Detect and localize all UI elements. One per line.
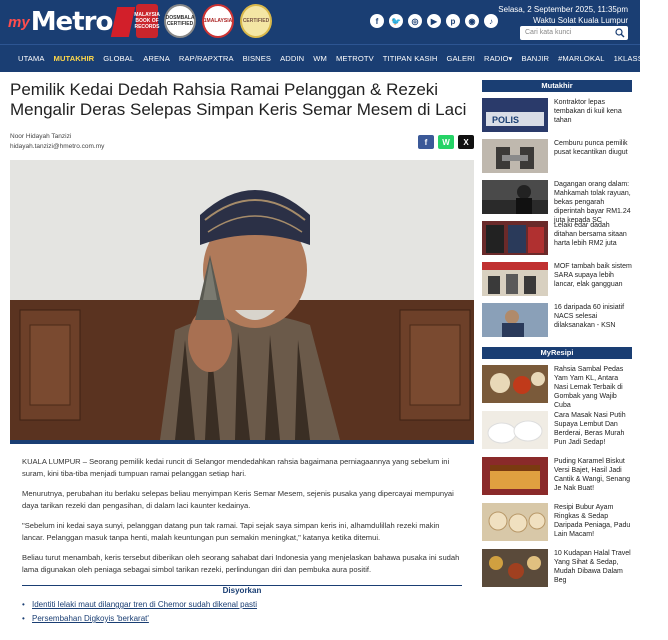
news-thumbnail[interactable] bbox=[482, 262, 548, 296]
news-headline[interactable]: 16 daripada 60 inisiatif NACS selesai dilaksanakan - KSN bbox=[554, 304, 625, 329]
myresipi-section bbox=[482, 347, 632, 589]
news-thumbnail[interactable] bbox=[482, 139, 548, 173]
main-nav bbox=[0, 44, 668, 72]
tiktok-icon[interactable]: ♪ bbox=[484, 14, 498, 28]
x-share-button[interactable]: X bbox=[458, 135, 474, 149]
svg-text:POLIS: POLIS bbox=[492, 115, 520, 125]
sidebar-recipe-item[interactable] bbox=[482, 549, 632, 589]
paragraph-4: Beliau turut menambah, keris tersebut diberikan oleh seorang sahabat dari Indonesia yang menjelaskan bahawa pusaka ini sudah lama digunakan oleh peniaga sebagai simbol tarikan rezeki, perlindungan diri dan pembuka aura positif. bbox=[22, 553, 460, 574]
site-header bbox=[0, 0, 640, 44]
article-body bbox=[10, 444, 474, 575]
instagram-icon[interactable]: ◎ bbox=[408, 14, 422, 28]
nav-global[interactable]: GLOBAL bbox=[103, 54, 135, 63]
news-thumbnail[interactable] bbox=[482, 303, 548, 337]
sidebar-recipe-item[interactable] bbox=[482, 411, 632, 451]
mutakhir-heading: Mutakhir bbox=[482, 80, 632, 92]
recipe-thumbnail[interactable] bbox=[482, 411, 548, 449]
recommended-heading bbox=[22, 585, 462, 595]
paragraph-2: Menurutnya, perubahan itu berlaku selepas beliau menyimpan Keris Semar Mesem, sejenis pusaka yang dipercayai mempunyai daya tarikan rezeki dan pengasihan, di dalam laci kaunter kedainya. bbox=[22, 489, 454, 510]
nav-utama[interactable]: UTAMA bbox=[18, 54, 45, 63]
award-badge-4: CERTIFIED bbox=[240, 4, 272, 38]
nav-galeri[interactable]: GALERI bbox=[446, 54, 475, 63]
award-badge-1: MALAYSIA BOOK OF RECORDS bbox=[136, 4, 158, 38]
news-thumbnail[interactable] bbox=[482, 98, 548, 132]
nav-bisnes[interactable]: BISNES bbox=[242, 54, 272, 63]
author-info bbox=[10, 132, 104, 152]
social-links bbox=[370, 14, 498, 28]
search-placeholder: Cari kata kunci bbox=[525, 29, 572, 36]
paragraph-3: "Sebelum ini kedai saya sunyi, pelanggan datang pun tak ramai. Tapi sejak saya simpan keris ini, alhamdulillah rezeki makin lancar. Pelanggan masuk tanpa henti, malah keuntungan pun semakin meningkat," katanya ketika ditemui. bbox=[22, 521, 440, 542]
prayer-times-link[interactable]: Waktu Solat Kuala Lumpur bbox=[533, 16, 628, 25]
nav-addin[interactable]: ADDIN bbox=[280, 54, 305, 63]
sidebar-recipe-item[interactable] bbox=[482, 365, 632, 409]
news-headline[interactable]: Lelaki edar dadah ditahan bersama sitaan harta lebih RM2 juta bbox=[554, 222, 627, 247]
sidebar bbox=[482, 80, 632, 595]
news-headline[interactable]: Kontraktor lepas tembakan di kuil kena tahan bbox=[554, 99, 622, 124]
elderly-man-holding-keris-photo bbox=[10, 160, 474, 440]
whatsapp-share-button[interactable]: W bbox=[438, 135, 454, 149]
search-icon[interactable] bbox=[615, 28, 625, 38]
author-email[interactable]: hidayah.tanzizi@hmetro.com.my bbox=[10, 143, 105, 150]
sidebar-news-item[interactable] bbox=[482, 139, 632, 175]
search-input[interactable] bbox=[520, 26, 628, 40]
author-name[interactable]: Noor Hidayah Tanzizi bbox=[10, 133, 72, 140]
youtube-icon[interactable]: ▶ bbox=[427, 14, 441, 28]
nav-items bbox=[18, 54, 668, 63]
recipe-headline[interactable]: Rahsia Sambal Pedas Yam Yam KL, Antara Nasi Lemak Terbaik di Gombak yang Wajib Cuba bbox=[554, 366, 624, 409]
share-buttons bbox=[418, 135, 474, 149]
recipe-headline[interactable]: Puding Karamel Biskut Versi Bajet, Hasil Jadi Cantik & Wangi, Senang Je Nak Buat! bbox=[554, 458, 631, 492]
article-photo bbox=[10, 160, 474, 440]
recipe-thumbnail[interactable] bbox=[482, 503, 548, 541]
award-badges bbox=[136, 4, 272, 38]
site-logo[interactable] bbox=[8, 6, 132, 38]
date-display bbox=[498, 4, 628, 26]
recommended-link[interactable]: • Persembahan Digkoyis 'berkarat' bbox=[22, 614, 462, 623]
twitter-icon[interactable]: 🐦 bbox=[389, 14, 403, 28]
nav-wm[interactable]: WM bbox=[313, 54, 327, 63]
recipe-headline[interactable]: 10 Kudapan Halal Travel Yang Sihat & Sedap, Mudah Dibawa Dalam Beg bbox=[554, 550, 631, 584]
recipe-thumbnail[interactable] bbox=[482, 549, 548, 587]
nav-metrotv[interactable]: METROTV bbox=[335, 54, 374, 63]
article bbox=[10, 80, 474, 623]
nav-titipan-kasih[interactable]: TITIPAN KASIH bbox=[382, 54, 438, 63]
myresipi-heading: MyResipi bbox=[482, 347, 632, 359]
facebook-icon[interactable]: f bbox=[370, 14, 384, 28]
current-date: Selasa, 2 September 2025, 11:35pm bbox=[498, 5, 628, 14]
logo-metro: Metro bbox=[30, 7, 113, 37]
facebook-share-button[interactable]: f bbox=[418, 135, 434, 149]
sidebar-recipe-item[interactable] bbox=[482, 503, 632, 543]
nav-banjir[interactable]: BANJIR bbox=[521, 54, 550, 63]
pinterest-icon[interactable]: p bbox=[446, 14, 460, 28]
recipe-headline[interactable]: Resipi Bubur Ayam Ringkas & Sedap Daripada Peniaga, Padu Lain Macam! bbox=[554, 504, 631, 538]
nav-rap[interactable]: RAP/RAPXTRA bbox=[178, 54, 234, 63]
news-thumbnail[interactable] bbox=[482, 180, 548, 214]
sidebar-news-item[interactable] bbox=[482, 180, 632, 224]
nav-radio[interactable] bbox=[484, 54, 512, 63]
news-headline[interactable]: Dagangan orang dalam: Mahkamah tolak rayuan, bekas pengarah diperintah bayar RM1.24 juta kepada SC bbox=[554, 181, 631, 224]
sidebar-news-item[interactable] bbox=[482, 98, 632, 134]
recipe-thumbnail[interactable] bbox=[482, 457, 548, 495]
chevron-down-icon: ▾ bbox=[508, 54, 513, 63]
news-headline[interactable]: Cemburu punca pemilik pusat kecantikan diugut bbox=[554, 140, 628, 156]
news-headline[interactable]: MOF tambah baik sistem SARA supaya lebih lancar, elak gangguan bbox=[554, 263, 632, 288]
paragraph-1: KUALA LUMPUR – Seorang pemilik kedai runcit di Selangor mendedahkan rahsia bagaimana perniagaannya yang sebelum ini suram, kini tiba-tiba menjadi tumpuan ramai pelanggan setiap hari. bbox=[22, 457, 450, 478]
sidebar-recipe-item[interactable] bbox=[482, 457, 632, 497]
logo-flag bbox=[111, 7, 135, 37]
recommended-section bbox=[22, 585, 462, 623]
byline bbox=[10, 132, 474, 152]
nav-1klassifieds[interactable]: 1KLASSIFIEDS bbox=[613, 54, 668, 63]
news-thumbnail[interactable] bbox=[482, 221, 548, 255]
nav-mutakhir[interactable]: MUTAKHIR bbox=[53, 54, 95, 63]
recipe-headline[interactable]: Cara Masak Nasi Putih Supaya Lembut Dan Berderai, Beras Murah Pun Jadi Sedap! bbox=[554, 412, 626, 446]
sidebar-news-item[interactable] bbox=[482, 221, 632, 257]
article-title: Pemilik Kedai Dedah Rahsia Ramai Pelanggan & Rezeki Mengalir Deras Selepas Simpan Keris Semar Mesem di Laci bbox=[10, 80, 467, 119]
nav-marlokal[interactable]: #MARLOKAL bbox=[558, 54, 605, 63]
recipe-thumbnail[interactable] bbox=[482, 365, 548, 403]
recommended-heading-label: Disyorkan bbox=[215, 586, 270, 595]
sidebar-news-item[interactable] bbox=[482, 303, 632, 339]
nav-arena[interactable]: ARENA bbox=[143, 54, 170, 63]
rss-icon[interactable]: ◉ bbox=[465, 14, 479, 28]
logo-my: my bbox=[8, 13, 30, 31]
nav-radio-label: RADIO bbox=[483, 54, 509, 63]
recommended-link[interactable]: • Identiti lelaki maut dilanggar tren di Chemor sudah dikenal pasti bbox=[22, 600, 462, 609]
award-badge-2: DOSMBALA CERTIFIED bbox=[164, 4, 196, 38]
award-badge-3: 1MALAYSIA bbox=[202, 4, 234, 38]
sidebar-news-item[interactable] bbox=[482, 262, 632, 298]
